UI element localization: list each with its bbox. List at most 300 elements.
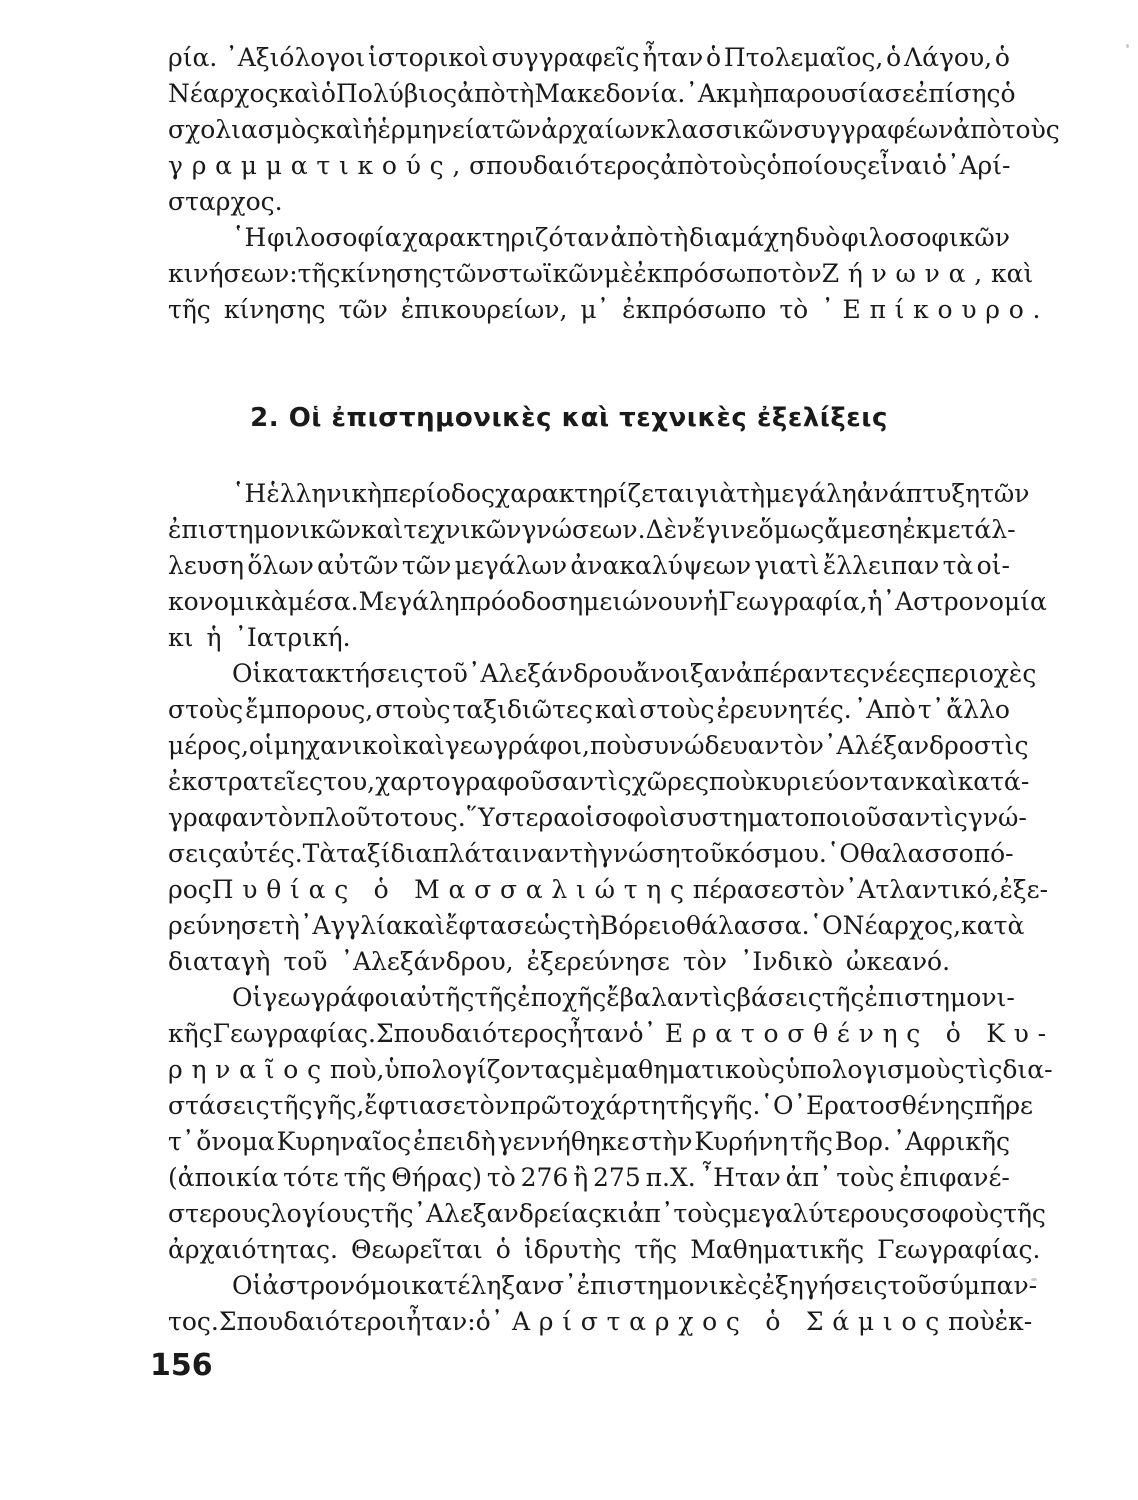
word: τῆς xyxy=(665,1091,709,1120)
word: ἐκπρόσωπο xyxy=(622,295,767,324)
word: ὅμως xyxy=(758,515,825,544)
word: περιοχὲς xyxy=(924,659,1037,688)
word: ἱδρυτὴς xyxy=(523,1235,622,1264)
word: μέρος, xyxy=(168,731,249,760)
word: διαμάχη xyxy=(689,223,795,252)
word: μηχανικοὶ xyxy=(273,731,403,760)
word: βάσεις xyxy=(736,983,822,1012)
word: Σπουδαιότεροι xyxy=(218,1307,407,1336)
word: ποὺ, xyxy=(329,1055,385,1084)
word: Σπουδαιότερος xyxy=(375,1019,568,1048)
word: στερους xyxy=(168,1199,271,1228)
word: σπουδαιότερος xyxy=(469,151,661,180)
word: κονομικὰ xyxy=(168,587,288,616)
text-line xyxy=(168,620,1010,656)
word: ἡ xyxy=(703,587,719,616)
word: ταξιδιῶτες xyxy=(452,695,593,724)
word: ὁ xyxy=(994,43,1010,72)
word: ῏Ηταν xyxy=(700,1163,781,1192)
word: τεχνικῶν xyxy=(403,515,522,544)
word: σ᾿ xyxy=(547,1271,577,1300)
word: ἔφτιασε xyxy=(364,1091,466,1120)
word: στοὺς xyxy=(639,695,715,724)
word: σύμπαν- xyxy=(931,1271,1038,1300)
word: Θεωρεῖται xyxy=(350,1235,483,1264)
word: ἐκμετάλ- xyxy=(902,515,1016,544)
word: τῶν xyxy=(491,115,542,144)
word: ὁ xyxy=(320,79,336,108)
word: ὅλων xyxy=(247,551,314,580)
text-line xyxy=(168,256,1034,292)
word: ᾿Ατλαντικό, xyxy=(844,875,1000,904)
word: σχολιασμὸς xyxy=(168,115,321,144)
word: κλασσικῶν xyxy=(650,115,794,144)
word: ᾿Ερατοσθένης xyxy=(793,1091,974,1120)
word: τῆς xyxy=(269,1091,313,1120)
word: ἡ xyxy=(867,587,883,616)
word: ῞Υστερα xyxy=(465,803,571,832)
word: τῶν xyxy=(401,551,452,580)
text-line xyxy=(168,800,1027,836)
word: ἑρμηνεία xyxy=(377,115,492,144)
word: αὐτῶν xyxy=(317,551,399,580)
word: ἐπιφανέ- xyxy=(899,1163,1010,1192)
word: καὶ xyxy=(278,79,321,108)
word: ᾿Αλεξάνδρου, xyxy=(340,947,514,976)
word: Μεγάλη xyxy=(358,587,460,616)
word: γῆς, xyxy=(312,1091,365,1120)
paper-speck xyxy=(1126,44,1129,48)
word: ἡ xyxy=(206,623,222,652)
word: ὁ xyxy=(886,43,902,72)
word: Δὲν xyxy=(645,515,693,544)
word: ἀπ᾿ xyxy=(785,1163,832,1192)
word: τῶν xyxy=(980,479,1030,508)
word: θαλασσοπό- xyxy=(859,839,1014,868)
word: Θήρας) xyxy=(391,1163,483,1192)
word: ἐκπρόσωπο xyxy=(633,259,778,288)
text-line xyxy=(168,76,1016,112)
word: γιατὶ xyxy=(754,551,820,580)
word: ἔλλειπαν xyxy=(822,551,940,580)
paragraph-block-top xyxy=(168,40,1060,328)
text-line xyxy=(168,476,1030,512)
word: Λάγου, xyxy=(904,43,993,72)
word: λευση xyxy=(168,551,245,580)
word: μέσα. xyxy=(287,587,359,616)
word: Τὰ xyxy=(302,839,337,868)
word: τ᾿ xyxy=(917,695,945,724)
word: τὴ xyxy=(571,911,600,940)
word: ἐπιστημονικῶν xyxy=(168,515,362,544)
word: ρεύνησε xyxy=(168,911,272,940)
word: ᾿Απὸ xyxy=(853,695,916,724)
word: ῾Η xyxy=(232,223,267,252)
word: χαρακτηριζόταν xyxy=(402,223,610,252)
text-line xyxy=(168,692,1010,728)
word: ἡ xyxy=(362,115,378,144)
word: ἢ xyxy=(573,1163,589,1192)
word: ἦταν xyxy=(642,43,704,72)
word: ἄλλο xyxy=(946,695,1010,724)
word: Νέαρχος, xyxy=(842,911,962,940)
word: κίνησης xyxy=(340,259,443,288)
word: συγγραφέων xyxy=(793,115,954,144)
word: τοῦ xyxy=(887,1271,932,1300)
word: αὐτῆς xyxy=(399,983,475,1012)
text-line xyxy=(168,1088,1034,1124)
word: τοῦ xyxy=(680,839,725,868)
word: πρόοδο xyxy=(459,587,552,616)
word: 275 xyxy=(593,1163,641,1192)
word: στοὺς xyxy=(168,695,244,724)
word: ἔμπορους, xyxy=(245,695,374,724)
word: Νέαρχος xyxy=(168,79,279,108)
text-line xyxy=(168,148,1010,184)
word: τὴ xyxy=(659,223,689,252)
word: στοὺς xyxy=(375,695,451,724)
word: Γεωγραφίας. xyxy=(877,1235,1041,1264)
word: ἄμεση xyxy=(824,515,903,544)
word: Οἱ xyxy=(232,1271,263,1300)
word: κατακτήσεις xyxy=(262,659,424,688)
word: τὶς xyxy=(964,1055,1003,1084)
word: δυὸ xyxy=(794,223,841,252)
word: τοῦ xyxy=(283,947,328,976)
word: ἀπ᾿ xyxy=(627,1199,674,1228)
text-line xyxy=(168,836,1014,872)
word: ταξίδια xyxy=(336,839,433,868)
word: σοφοὺς xyxy=(909,1199,1004,1228)
text-line xyxy=(168,512,1016,548)
word: γραφαν xyxy=(168,803,265,832)
word: ᾿Ακμὴ xyxy=(685,79,763,108)
word: κατέληξαν xyxy=(411,1271,548,1300)
word: Κυρηναῖος xyxy=(276,1127,412,1156)
word: νέες xyxy=(869,659,925,688)
word: τῶν xyxy=(338,295,388,324)
word: καὶ xyxy=(594,695,638,724)
word: ἄνοιξαν xyxy=(633,659,736,688)
text-line xyxy=(168,184,1010,220)
word: τῆς xyxy=(634,1235,678,1264)
word: τῆς xyxy=(474,983,518,1012)
word: κυριεύονταν xyxy=(755,767,916,796)
word: τὰ xyxy=(942,551,974,580)
word: ἦταν: xyxy=(406,1307,476,1336)
word: τος. xyxy=(168,1307,219,1336)
word: γεωγράφοι xyxy=(262,983,400,1012)
word: Γεωγραφία, xyxy=(718,587,868,616)
word: τὸ xyxy=(486,1163,516,1192)
word: τὸν xyxy=(264,803,309,832)
word: κίνησης xyxy=(223,295,326,324)
word: ὠκεανό. xyxy=(846,947,951,976)
word: (ἀποικία xyxy=(168,1163,279,1192)
word: ὁ xyxy=(1000,79,1016,108)
word: λογίους xyxy=(270,1199,371,1228)
word: στάσεις xyxy=(168,1091,270,1120)
text-line xyxy=(168,1052,1053,1088)
word: ᾿Αλέξανδρο xyxy=(823,731,974,760)
word: κατά- xyxy=(957,767,1030,796)
word: τοὺς xyxy=(1001,115,1060,144)
word: στωϊκῶν xyxy=(491,259,604,288)
word: Κυρήνη xyxy=(694,1127,789,1156)
word: τοὺς xyxy=(673,1199,732,1228)
word: κι xyxy=(168,623,194,652)
word: χαρακτηρίζεται xyxy=(495,479,695,508)
word: τὶς xyxy=(698,983,737,1012)
emphasized-name: γραμματικούς, xyxy=(168,151,470,180)
word: στὶς xyxy=(973,731,1029,760)
word: μεγάλων xyxy=(454,551,568,580)
word: τὸν xyxy=(682,947,727,976)
word: πέρασε xyxy=(692,875,784,904)
word: ἀρχαιότητας. xyxy=(168,1235,338,1264)
word: ποὺ xyxy=(589,731,637,760)
word: δια- xyxy=(1002,1055,1053,1084)
word: παρουσίασε xyxy=(762,79,915,108)
word: ἐπιστημονικὲς xyxy=(576,1271,762,1300)
word: ὁ xyxy=(475,1307,491,1336)
word: ἀρχαίων xyxy=(541,115,651,144)
word: καὶ xyxy=(402,911,446,940)
word: τὸν xyxy=(779,731,824,760)
word: ἐξε- xyxy=(999,875,1049,904)
word: ἀπὸ xyxy=(953,115,1002,144)
word: σημειώνουν xyxy=(551,587,704,616)
text-line xyxy=(168,1124,1010,1160)
word: τὴ xyxy=(569,839,598,868)
word: ἐπειδὴ xyxy=(413,1127,496,1156)
word: ὑπολογισμοὺς xyxy=(784,1055,965,1084)
word: ᾿Ιατρική. xyxy=(234,623,351,652)
emphasized-name: ᾿Αρίσταρχος ὁ Σάμιος xyxy=(490,1307,949,1336)
word: ἀπὸ xyxy=(610,223,659,252)
word: Οἱ xyxy=(232,983,263,1012)
word: μ᾿ xyxy=(580,295,610,324)
word: στὴν xyxy=(631,1127,693,1156)
word: ὁ xyxy=(628,1019,644,1048)
word: Βόρειο xyxy=(600,911,686,940)
text-line xyxy=(168,908,1025,944)
word: ἔβαλαν xyxy=(606,983,699,1012)
word: τ᾿ xyxy=(168,1127,195,1156)
word: ἀπέραντες xyxy=(735,659,870,688)
word: οἱ xyxy=(570,803,595,832)
word: τὴ xyxy=(505,79,535,108)
word: κόσμου. xyxy=(724,839,827,868)
word: ἀπὸ xyxy=(660,151,709,180)
word: μαθηματικοὺς xyxy=(605,1055,785,1084)
word: ἔγινε xyxy=(692,515,759,544)
word: τὴ xyxy=(271,911,300,940)
word: γνώσεων. xyxy=(521,515,646,544)
word: πλοῦτο xyxy=(308,803,400,832)
word: Πτολεμαῖος, xyxy=(723,43,884,72)
word: ἐκστρατεῖες xyxy=(168,767,324,796)
word: τὸν xyxy=(777,259,822,288)
word: τὸ xyxy=(779,295,809,324)
word: χάρτη xyxy=(590,1091,666,1120)
word: π.Χ. xyxy=(645,1163,696,1192)
word: τῆς xyxy=(343,1163,387,1192)
text-line xyxy=(168,112,1060,148)
word: ρος xyxy=(168,875,212,904)
word: μεγαλύτερους xyxy=(731,1199,910,1228)
word: κινήσεων: xyxy=(168,259,298,288)
word: τῆς xyxy=(168,295,211,324)
word: ἐκ- xyxy=(994,1307,1033,1336)
text-line xyxy=(168,764,1030,800)
word: διαταγὴ xyxy=(168,947,271,976)
emphasized-name: Ζήνωνα, xyxy=(821,259,991,288)
text-line xyxy=(168,656,1037,692)
word: κατὰ xyxy=(961,911,1025,940)
word: ᾿Αγγλία xyxy=(299,911,403,940)
word: μὲ xyxy=(575,1055,606,1084)
word: ἐπικουρείων, xyxy=(400,295,568,324)
text-line xyxy=(168,728,1029,764)
word: αὐτές. xyxy=(221,839,303,868)
word: εἶναι xyxy=(867,151,932,180)
word: χῶρες xyxy=(631,767,709,796)
word: ῾Ο xyxy=(809,911,843,940)
emphasized-name: ᾿Ερατοσθένης ὁ Κυ- xyxy=(643,1019,1055,1048)
text-line xyxy=(168,1268,1038,1304)
section-heading: 2. Οἱ ἐπιστημονικὲς καὶ τεχνικὲς ἐξελίξεις xyxy=(250,403,888,433)
word: γιὰ xyxy=(694,479,737,508)
word: σεις xyxy=(168,839,222,868)
word: καὶ xyxy=(402,731,445,760)
word: ἦταν xyxy=(567,1019,629,1048)
text-line xyxy=(168,944,1010,980)
text-line xyxy=(168,548,1010,584)
word: καὶ xyxy=(320,115,363,144)
word: ὁ xyxy=(706,43,722,72)
emphasized-name: ρηναῖος xyxy=(168,1055,330,1084)
word: ᾿Αφρικῆς xyxy=(892,1127,1010,1156)
text-line xyxy=(168,1160,1010,1196)
word: Μακεδονία. xyxy=(534,79,686,108)
word: γεωγράφοι, xyxy=(444,731,590,760)
word: φιλοσοφία xyxy=(267,223,402,252)
word: συστηματοποιοῦσαν xyxy=(669,803,931,832)
word: ἐπιστημονι- xyxy=(864,983,1015,1012)
word: ἐξηγήσεις xyxy=(761,1271,888,1300)
word: καὶ xyxy=(990,259,1034,288)
text-line xyxy=(168,1196,1046,1232)
word: τῆς xyxy=(1003,1199,1046,1228)
text-line xyxy=(168,220,1010,256)
word: τοὺς xyxy=(708,151,767,180)
word: ἑλληνικὴ xyxy=(266,479,382,508)
word: ᾿Αστρονομία xyxy=(882,587,1047,616)
word: θάλασσα. xyxy=(685,911,810,940)
word: Μαθηματικῆς xyxy=(690,1235,865,1264)
word: γῆς. xyxy=(708,1091,761,1120)
word: τῶν xyxy=(442,259,492,288)
word: ᾿Αρί- xyxy=(946,151,1011,180)
word: ρία. ᾿Αξιόλογοι xyxy=(168,43,366,72)
word: Οἱ xyxy=(232,659,263,688)
emphasized-name: ᾿Επίκουρο. xyxy=(821,295,1050,324)
emphasized-name: Πυθίας ὁ Μασσαλιώτης xyxy=(211,875,693,904)
word: ἀνάπτυξη xyxy=(856,479,981,508)
word: τοὺς xyxy=(836,1163,895,1192)
text-line xyxy=(168,584,1047,620)
word: κῆς xyxy=(168,1019,213,1048)
word: ὑπολογίζοντας xyxy=(384,1055,576,1084)
word: συγγραφεῖς xyxy=(491,43,640,72)
word: σοφοὶ xyxy=(594,803,670,832)
word: σταρχος. xyxy=(168,187,283,216)
word: ποὺ xyxy=(708,767,756,796)
word: στὸν xyxy=(783,875,845,904)
word: ὄνομα xyxy=(196,1127,275,1156)
word: ὁ xyxy=(931,151,947,180)
text-line xyxy=(168,980,1015,1016)
word: ἀπὸ xyxy=(457,79,506,108)
word: ᾿Αλεξάνδρου xyxy=(467,659,634,688)
word: οἱ xyxy=(248,731,274,760)
word: τῆς xyxy=(370,1199,414,1228)
word: ἔφτασε xyxy=(445,911,537,940)
page-number: 156 xyxy=(150,1348,213,1383)
word: Γεωγραφίας. xyxy=(212,1019,376,1048)
word: τους. xyxy=(399,803,466,832)
word: τῆς xyxy=(821,983,865,1012)
word: ἐπίσης xyxy=(914,79,1001,108)
word: ῾Ο xyxy=(826,839,860,868)
word: ῾Η xyxy=(232,479,267,508)
word: ποὺ xyxy=(948,1307,995,1336)
text-line xyxy=(168,292,1050,328)
word: Βορ. xyxy=(834,1127,891,1156)
word: 276 xyxy=(520,1163,569,1192)
word: τὶς xyxy=(930,803,968,832)
word: χαρτογραφοῦσαν xyxy=(375,767,595,796)
word: ῾Ο xyxy=(760,1091,794,1120)
word: καὶ xyxy=(915,767,958,796)
word: πρῶτο xyxy=(509,1091,591,1120)
word: γνώ- xyxy=(967,803,1027,832)
word: τὴ xyxy=(736,479,766,508)
text-line xyxy=(168,872,1049,908)
word: ὁ xyxy=(495,1235,511,1264)
word: τοῦ xyxy=(423,659,468,688)
word: Πολύβιος xyxy=(335,79,458,108)
word: τῆς xyxy=(297,259,341,288)
word: ὁποίους xyxy=(766,151,868,180)
word: μεγάλη xyxy=(765,479,857,508)
word: ᾿Ινδικὸ xyxy=(739,947,834,976)
paragraph-block-main xyxy=(168,476,1055,1340)
text-line xyxy=(168,1304,1033,1340)
word: πλάταιναν xyxy=(432,839,570,868)
word: τὸν xyxy=(465,1091,510,1120)
word: καὶ xyxy=(361,515,404,544)
word: κι xyxy=(602,1199,628,1228)
word: φιλοσοφικῶν xyxy=(841,223,1010,252)
word: ἱστορικοὶ xyxy=(367,43,489,72)
word: ἐξερεύνησε xyxy=(526,947,670,976)
word: μὲ xyxy=(603,259,634,288)
word: ἀνακαλύψεων xyxy=(570,551,752,580)
word: του, xyxy=(323,767,376,796)
word: γεννήθηκε xyxy=(497,1127,630,1156)
